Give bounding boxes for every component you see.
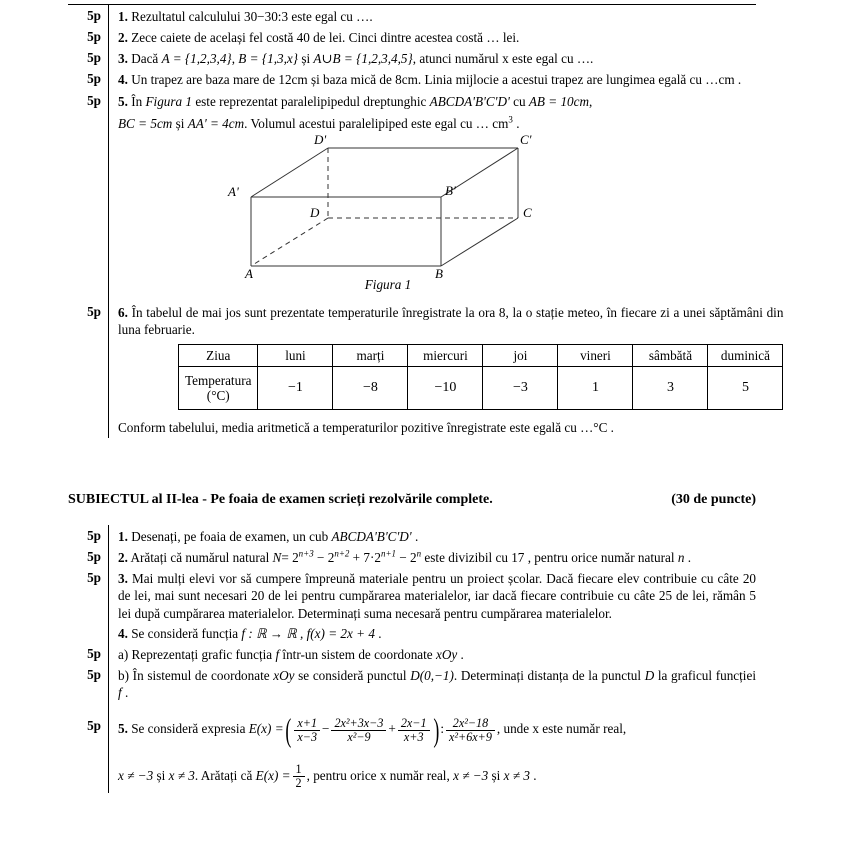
item-text-tail: . <box>529 767 537 783</box>
item-number: 2. <box>118 30 128 46</box>
exam-item-ii-4a <box>68 643 756 664</box>
item-text: Dacă <box>131 51 162 67</box>
label-a-prime: A' <box>228 183 239 199</box>
fraction-1-numerator: x+1 <box>294 717 320 731</box>
conjunction: și <box>298 51 314 67</box>
item-number: 5. <box>118 93 128 109</box>
item-text-2: , unde x este număr real, <box>496 721 627 737</box>
points-label: 5p <box>87 50 101 66</box>
item-text-2: este divizibil cu 17 , pentru orice număr natural <box>421 550 678 566</box>
exam-item-1 <box>68 5 756 26</box>
points-label <box>68 623 108 626</box>
item-number: 1. <box>118 529 128 544</box>
item-body <box>108 546 756 567</box>
variable-n-symbol: N <box>272 550 282 566</box>
item-text: Se consideră funcția <box>131 625 242 641</box>
item-number: 6. <box>118 304 128 320</box>
item-text: În sistemul de coordonate <box>132 668 274 684</box>
coordinate-system: xOy <box>273 668 295 684</box>
exam-item-3 <box>68 47 756 68</box>
table-header-friday: vineri <box>558 345 633 367</box>
subject-1-block <box>68 4 784 438</box>
table-header-saturday: sâmbătă <box>633 345 708 367</box>
item-text-3: cu <box>509 93 529 109</box>
result-numerator: 1 <box>293 763 305 777</box>
label-c: C <box>523 204 532 220</box>
item-text-2: se consideră punctul <box>294 668 411 684</box>
table-row-days <box>179 345 783 367</box>
fraction-4-denominator: x²+6x+9 <box>449 729 492 744</box>
fraction-4 <box>446 717 495 743</box>
item-body <box>108 623 756 643</box>
condition-4: x ≠ 3 <box>503 767 530 783</box>
fraction-2-numerator: 2x²+3x−3 <box>331 717 386 731</box>
points-label: 5p <box>87 71 101 87</box>
item-text-4: la graficul funcției <box>654 668 756 684</box>
item-number: 4. <box>118 72 128 88</box>
edge-dprime-aprime <box>251 148 328 197</box>
item-text-2: într-un sistem de coordonate <box>279 646 436 662</box>
table-header-temperature <box>179 367 258 410</box>
item-text-tail: . <box>374 625 382 641</box>
function-f: f <box>275 646 280 662</box>
table-cell-thursday: −3 <box>483 367 558 410</box>
exam-item-6 <box>68 301 784 438</box>
parallelepiped-svg <box>118 131 678 284</box>
fraction-2 <box>331 717 386 743</box>
volume-text: . Volumul acestui paralelipiped este egal cu … cm <box>244 115 509 131</box>
and-conj-2: și <box>488 767 504 783</box>
edge-ab: AB = 10cm <box>528 93 590 109</box>
item-body <box>108 643 756 664</box>
item-number: 1. <box>118 9 128 24</box>
points-label: 5p <box>87 528 101 543</box>
cube-name: ABCDA'B'C'D' <box>331 529 412 544</box>
cubic-exponent: 3 <box>508 114 513 125</box>
set-a: A = {1,2,3,4} <box>161 51 232 67</box>
item-text-tail: este egal cu …. <box>288 9 373 24</box>
operator-minus: − <box>322 721 330 737</box>
item-text: Arătați că numărul natural <box>130 550 273 566</box>
edge-b-c <box>441 218 518 266</box>
item-5-line-2 <box>118 115 756 132</box>
fraction-3-denominator: x+3 <box>403 729 424 744</box>
exam-item-ii-4 <box>68 623 756 643</box>
item-body <box>108 26 756 47</box>
item-body <box>108 301 783 438</box>
fraction-4-numerator: 2x²−18 <box>446 717 495 731</box>
right-paren: ) <box>432 712 439 748</box>
item-number: b) <box>118 668 129 684</box>
period: . <box>512 115 520 131</box>
table-cell-friday: 1 <box>558 367 633 410</box>
label-d-prime: D' <box>314 131 327 147</box>
point-d: D(0,−1) <box>410 668 454 684</box>
subject-2-block <box>68 525 756 793</box>
subject-2-points: (30 de puncte) <box>671 492 756 507</box>
item-number: 3. <box>118 571 128 587</box>
exam-item-4 <box>68 68 756 89</box>
table-cell-sunday: 5 <box>708 367 783 410</box>
item-text-tail: , atunci numărul x este egal cu …. <box>412 51 594 67</box>
fraction-3 <box>398 717 430 743</box>
table-cell-monday: −1 <box>258 367 333 410</box>
fraction-1-denominator: x−3 <box>297 729 318 744</box>
and-conj: și <box>172 115 188 131</box>
exam-item-5 <box>68 90 756 301</box>
temperature-label-line2: (°C) <box>206 388 230 404</box>
solid-name: ABCDA'B'C'D' <box>429 93 510 109</box>
item-text: Zece caiete de același fel costă 40 de lei. Cinci dintre acestea costă … lei. <box>131 30 520 46</box>
item-number: a) <box>118 646 129 662</box>
fraction-3-numerator: 2x−1 <box>398 717 430 731</box>
comma-separator: , <box>231 51 239 67</box>
left-paren: ( <box>285 712 291 748</box>
function-definition: f : ℝ → ℝ , f(x) = 2x + 4 <box>241 625 375 641</box>
exam-item-ii-5 <box>68 702 756 792</box>
condition-3: x ≠ −3 <box>453 767 489 783</box>
label-c-prime: C' <box>520 131 532 147</box>
temperature-label-line1: Temperatura <box>185 373 252 389</box>
points-label: 5p <box>87 570 101 586</box>
operator-divide: : <box>440 721 444 737</box>
expression-conclusion-line <box>118 759 756 792</box>
fraction-2-denominator: x²−9 <box>347 729 371 744</box>
exam-item-ii-3 <box>68 567 756 622</box>
points-label: 5p <box>87 29 101 45</box>
item-body <box>108 702 756 792</box>
figure-caption: Figura 1 <box>364 276 412 292</box>
item-text-tail: . <box>684 550 692 566</box>
item-6-closing: Conform tabelului, media aritmetică a temperaturilor pozitive înregistrate este egală cu …°C . <box>118 420 614 436</box>
item-text: Se consideră expresia <box>131 721 249 737</box>
item-text: Rezultatul calculului <box>131 9 244 24</box>
item-text: Un trapez are baza mare de 12cm și baza mică de 8cm. Linia mijlocie a acestui trapez are lungimea egală cu …cm . <box>131 72 742 88</box>
table-header-monday: luni <box>258 345 333 367</box>
item-text: Mai mulți elevi vor să cumpere împreună materiale pentru un proiect școlar. Dacă fiecare elev contribuie cu câte 20 de lei, mai sunt necesari 20 de lei pentru cumpărarea materialelor, iar dacă fiecare contribuie cu câte 25 de lei, rămân 5 lei după cumpărarea materialelor. Determinați suma necesară pentru cumpărarea materialelor. <box>118 571 757 621</box>
and-conj: și <box>153 767 169 783</box>
label-b-prime: B' <box>445 182 456 198</box>
table-header-wednesday: miercuri <box>408 345 483 367</box>
points-label: 5p <box>87 718 101 734</box>
table-header-tuesday: marți <box>333 345 408 367</box>
points-label: 5p <box>87 303 101 319</box>
item-text: Reprezentați grafic funcția <box>131 646 276 662</box>
exam-item-2 <box>68 26 756 47</box>
variable-n: n <box>677 550 685 566</box>
label-d: D <box>310 204 320 220</box>
result-denominator: 2 <box>295 776 302 791</box>
item-number: 2. <box>118 550 128 566</box>
subject-2-heading: SUBIECTUL al II-lea - Pe foaia de examen scrieți rezolvările complete. <box>68 492 493 507</box>
function-f: f <box>118 685 122 701</box>
subject-2-heading-row <box>68 492 756 508</box>
coordinate-system: xOy <box>435 646 458 662</box>
item-text-tail: . <box>411 529 419 544</box>
item-text-3: . Determinați distanța de la punctul <box>453 668 645 684</box>
item-number: 5. <box>118 721 128 737</box>
points-label: 5p <box>87 92 101 108</box>
exam-item-ii-1 <box>68 525 756 546</box>
parallelepiped-figure <box>118 132 756 300</box>
table-cell-wednesday: −10 <box>408 367 483 410</box>
table-header-day: Ziua <box>179 345 258 367</box>
condition-1: x ≠ −3 <box>118 767 154 783</box>
item-text-4: , <box>589 93 593 109</box>
item-text: Desenați, pe foaia de examen, un cub <box>131 529 332 544</box>
item-body <box>108 664 756 702</box>
set-union: A∪B = {1,2,3,4,5} <box>313 51 413 67</box>
condition-2: x ≠ 3 <box>168 767 195 783</box>
item-body <box>108 47 756 68</box>
points-label: 5p <box>87 549 101 565</box>
label-b: B <box>435 265 443 281</box>
point-d-var: D <box>644 668 655 684</box>
result-label: E(x) = <box>255 767 291 783</box>
item-5-line-1 <box>118 93 756 110</box>
expression-line <box>118 712 627 748</box>
figure-reference: Figura 1 <box>145 93 193 109</box>
temperature-table <box>178 344 783 410</box>
item-text-4: , pentru orice x număr real, <box>306 767 454 783</box>
table-header-thursday: joi <box>483 345 558 367</box>
item-body <box>108 567 756 622</box>
edge-bc: BC = 5cm <box>118 115 173 131</box>
result-fraction <box>293 763 305 789</box>
points-label: 5p <box>87 645 101 661</box>
item-text: În tabelul de mai jos sunt prezentate temperaturile înregistrate la ora 8, la o stație meteo, în fiecare zi a unei săptămâni din luna februarie. <box>118 304 784 338</box>
table-cell-saturday: 3 <box>633 367 708 410</box>
item-body <box>108 5 756 26</box>
operator-plus: + <box>388 721 396 737</box>
exam-item-ii-4b <box>68 664 756 702</box>
table-row-temperatures <box>179 367 783 410</box>
fraction-1 <box>294 717 320 743</box>
item-math: 30−30:3 <box>243 9 289 24</box>
power-expression: = $2^{n+3} - 2^{n+2} + 7\cdot 2^{n+1} - 2^n$ <box>281 548 422 566</box>
item-text-3: . Arătați că <box>194 767 256 783</box>
item-body <box>108 68 756 89</box>
item-body <box>108 525 756 546</box>
label-a: A <box>245 265 253 281</box>
table-cell-tuesday: −8 <box>333 367 408 410</box>
points-label: 5p <box>87 8 101 23</box>
exam-item-ii-2 <box>68 546 756 567</box>
expression-label: E(x) = <box>248 721 284 737</box>
points-label: 5p <box>87 667 101 683</box>
item-text-tail: . <box>457 646 464 662</box>
table-header-sunday: duminică <box>708 345 783 367</box>
item-text: În <box>131 93 146 109</box>
set-b: B = {1,3,x} <box>238 51 299 67</box>
item-number: 4. <box>118 625 128 641</box>
item-number: 3. <box>118 51 128 67</box>
edge-aa: AA' = 4cm <box>187 115 245 131</box>
item-text-tail: . <box>121 685 129 701</box>
item-text-2: este reprezentat paralelipipedul dreptunghic <box>192 93 430 109</box>
hidden-edge-d-a <box>251 218 328 266</box>
item-body <box>108 90 756 301</box>
item-6-text <box>118 304 783 338</box>
